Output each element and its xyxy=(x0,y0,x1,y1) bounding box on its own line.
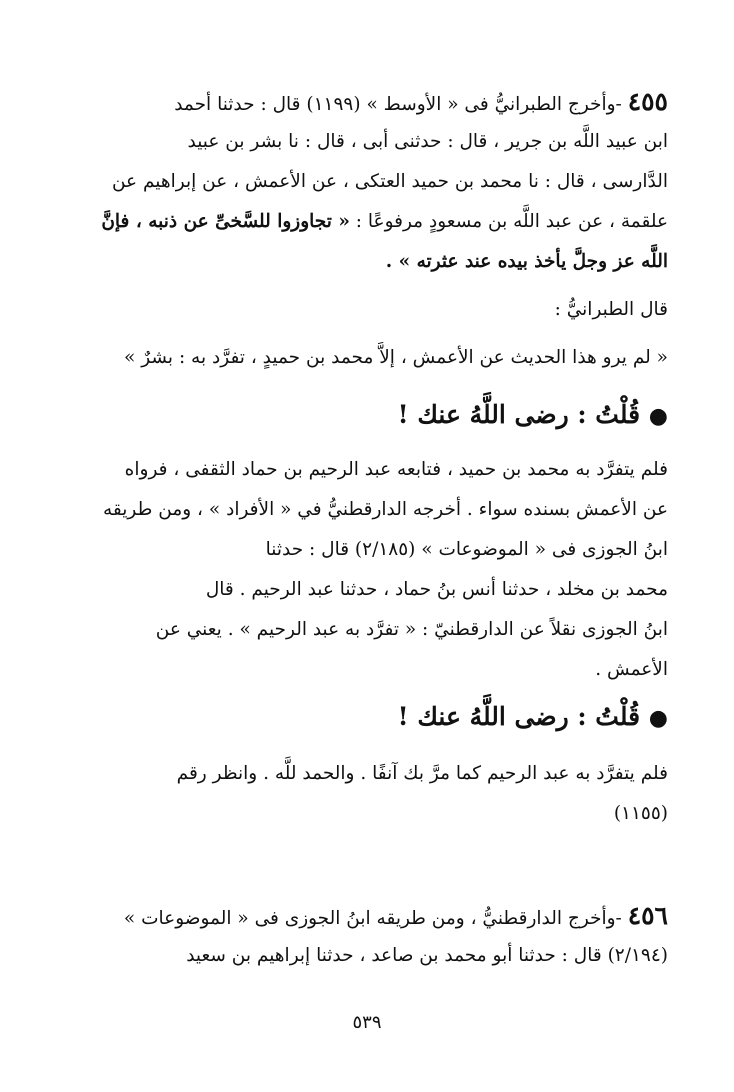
page-number: ٥٣٩ xyxy=(352,1012,382,1033)
bullet-icon: ● xyxy=(648,705,668,731)
entry-456-number: ٤٥٦ xyxy=(627,901,668,930)
entry-456-line-2: (٢/١٩٤) قال : حدثنا أبو محمد بن صاعد ، حدثنا إبراهيم بن سعيد xyxy=(186,945,668,966)
entry-455-line-3: الدَّارسى ، قال : نا محمد بن حميد العتكى ، عن الأعمش ، عن إبراهيم عن xyxy=(111,171,668,192)
remark-1-line: ابنُ الجوزى فى « الموضوعات » (٢/١٨٥) قال : حدثنا xyxy=(265,539,668,560)
remark-2 xyxy=(64,694,668,740)
remark-1-heading: ● قُلْتُ : رضى اللَّهُ عنك ! xyxy=(397,400,668,429)
entry-455-line-1: ٤٥٥ -وأخرج الطبرانيُّ فى « الأوسط » (١١٩٩) قال : حدثنا أحمد xyxy=(174,87,668,116)
remark-2-body xyxy=(64,754,668,834)
tabarani-quote: « لم يرو هذا الحديث عن الأعمش ، إلاَّ محمد بن حميدٍ ، تفرَّد به : بشرٌ » xyxy=(124,347,668,368)
entry-456 xyxy=(64,896,668,976)
cross-reference: (١١٥٥) xyxy=(613,803,668,824)
remark-1-body xyxy=(64,450,668,690)
remark-1-line: ابنُ الجوزى نقلاً عن الدارقطنيّ : « تفرَّد به عبد الرحيم » . يعني عن xyxy=(155,619,668,640)
remark-1 xyxy=(64,392,668,438)
tabarani-label: قال الطبرانيُّ : xyxy=(554,299,668,320)
entry-455 xyxy=(64,82,668,378)
remark-1-line: محمد بن مخلد ، حدثنا أنس بنُ حماد ، حدثنا عبد الرحيم . قال xyxy=(205,579,668,600)
entry-456-line-1: ٤٥٦ -وأخرج الدارقطنيُّ ، ومن طريقه ابنُ الجوزى فى « الموضوعات » xyxy=(123,901,668,930)
remark-2-line: فلم يتفرَّد به عبد الرحيم كما مرَّ بك آنفًا . والحمد للَّه . وانظر رقم xyxy=(176,763,668,784)
remark-2-heading: ● قُلْتُ : رضى اللَّهُ عنك ! xyxy=(397,702,668,731)
bullet-icon: ● xyxy=(648,403,668,429)
remark-1-line: الأعمش . xyxy=(595,659,668,680)
remark-1-line: عن الأعمش بسنده سواء . أخرجه الدارقطنيُّ في « الأفراد » ، ومن طريقه xyxy=(103,499,668,520)
entry-455-line-2: ابن عبيد اللَّه بن جرير ، قال : حدثنى أبى ، قال : نا بشر بن عبيد xyxy=(187,131,668,152)
entry-455-line-4: علقمة ، عن عبد اللَّه بن مسعودٍ مرفوعًا : « تجاوزوا للسَّخىِّ عن ذنبه ، فإنَّ xyxy=(101,211,668,232)
entry-455-number: ٤٥٥ xyxy=(627,87,668,116)
hadith-text-end: اللَّه عز وجلَّ يأخذ بيده عند عثرته » . xyxy=(385,251,668,272)
hadith-text-start: « تجاوزوا للسَّخىِّ عن ذنبه ، فإنَّ xyxy=(101,211,350,232)
remark-1-line: فلم يتفرَّد به محمد بن حميد ، فتابعه عبد الرحيم بن حماد الثقفى ، فرواه xyxy=(124,459,668,480)
